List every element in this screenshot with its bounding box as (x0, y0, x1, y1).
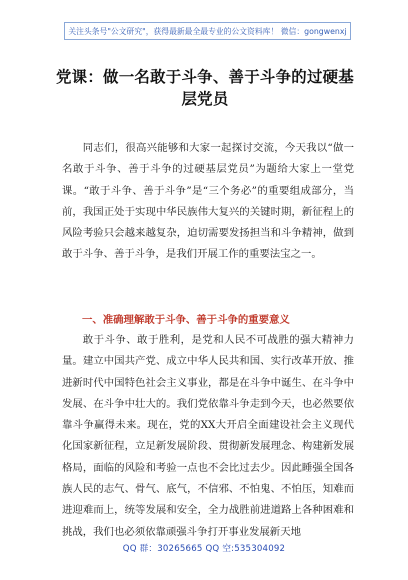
paragraph-body: 敢于斗争、敢于胜利，是党和人民不可战胜的强大精神力量。建立中国共产党、成立中华人民共和国、实行改革开放、推进新时代中国特色社会主义事业，都是在斗争中诞生、在斗争中发展、在斗争中壮大的。我们党依靠斗争走到今天，也必然要依靠斗争赢得未来。现在，党的XX大开启全面建设社会主义现代化国家新征程，立足新发展阶段、贯彻新发展理念、构建新发展格局，面临的风险和考验一点也不会比过去少。因此睡强全国各族人民的志气、骨气、底气，不信邪、不怕鬼、不怕压，知难而进迎难而上，统等发展和安全，全力战胜前进道路上各种困难和挑战，我们也必须依靠顽强斗争打开事业发展新天地 (62, 334, 354, 538)
section-heading: 一、准确理解敢于斗争、善于斗争的重要意义 (82, 314, 290, 326)
paragraph-intro: 同志们，很高兴能够和大家一起探讨交流，今天我以“做一名敢于斗争、善于斗争的过硬基层党员”为题给大家上一堂党课。“敢于斗争、善于斗争”是“三个务必”的重要组成部分，当前，我国正处于实现中华民族伟大复兴的关键时期，新征程上的风险考验只会越来越复杂，迫切需要发扬担当和斗争精神，做到敢于斗争、善于斗争，是我们开展工作的重要法宝之一。 (62, 142, 354, 261)
footer-contact: QQ 群：30265665 QQ 空:535304092 (122, 544, 286, 554)
header-banner: 关注头条号"公文研究"，获得最新最全最专业的公文资料库！ 微信：gongwenxj (64, 22, 351, 40)
page-title: 党课：做一名敢于斗争、善于斗争的过硬基层党员 (55, 68, 355, 108)
